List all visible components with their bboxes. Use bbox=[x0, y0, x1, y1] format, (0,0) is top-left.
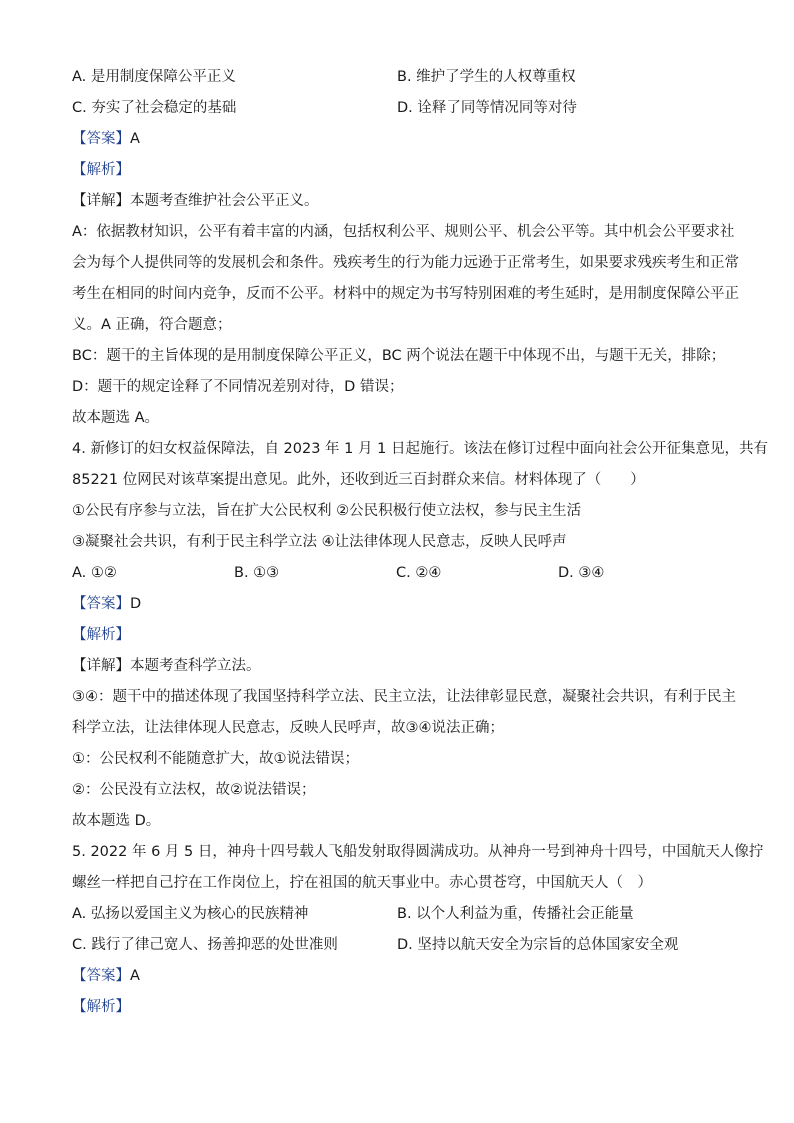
q5-answer bbox=[72, 961, 724, 992]
q4-statements-line-1: ①公民有序参与立法，旨在扩大公民权利 ②公民积极行使立法权，参与民主生活 bbox=[72, 503, 582, 519]
q3-para-a-line-1: A：依据教材知识，公平有着丰富的内涵，包括权利公平、规则公平、机会公平等。其中机会公平要求社 bbox=[72, 224, 735, 240]
answer-tag: 【答案】 bbox=[72, 131, 130, 147]
q3-para-d: D：题干的规定诠释了不同情况差别对待，D 错误； bbox=[72, 379, 404, 395]
q4-para-34-line-2: 科学立法，让法律体现人民意志，反映人民呼声，故③④说法正确； bbox=[72, 720, 504, 736]
q3-option-a: A. 是用制度保障公平正义 bbox=[72, 69, 236, 85]
q3-para-a-line-2: 会为每个人提供同等的发展机会和条件。残疾考生的行为能力远逊于正常考生，如果要求残疾考生和正常 bbox=[72, 255, 739, 271]
q4-option-c: C. ②④ bbox=[396, 565, 442, 581]
detail-tag: 【详解】 bbox=[72, 658, 130, 674]
q3-options-row-1 bbox=[72, 62, 724, 93]
analysis-tag: 【解析】 bbox=[72, 162, 130, 178]
answer-tag: 【答案】 bbox=[72, 596, 130, 612]
q4-stem-line-1: 4. 新修订的妇女权益保障法，自 2023 年 1 月 1 日起施行。该法在修订过程中面向社会公开征集意见，共有 bbox=[72, 441, 768, 457]
analysis-tag: 【解析】 bbox=[72, 627, 130, 643]
document-page bbox=[72, 62, 768, 1023]
detail-intro-text: 本题考查维护社会公平正义。 bbox=[130, 193, 319, 209]
q3-analysis-heading bbox=[72, 155, 724, 186]
q4-option-d: D. ③④ bbox=[558, 565, 605, 581]
q4-para-34-line-1: ③④：题干中的描述体现了我国坚持科学立法、民主立法，让法律彰显民意，凝聚社会共识，有利于民主 bbox=[72, 689, 736, 705]
answer-tag: 【答案】 bbox=[72, 968, 130, 984]
q5-option-c: C. 践行了律己宽人、扬善抑恶的处世准则 bbox=[72, 937, 338, 953]
q3-option-b: B. 维护了学生的人权尊重权 bbox=[397, 69, 576, 85]
q4-analysis-heading bbox=[72, 620, 724, 651]
q5-option-a: A. 弘扬以爱国主义为核心的民族精神 bbox=[72, 906, 309, 922]
q5-options-row-1 bbox=[72, 899, 724, 930]
detail-tag: 【详解】 bbox=[72, 193, 130, 209]
q3-option-d: D. 诠释了同等情况同等对待 bbox=[397, 100, 577, 116]
q3-para-a-line-4: 义。A 正确，符合题意； bbox=[72, 317, 232, 333]
q4-option-b: B. ①③ bbox=[234, 565, 280, 581]
q5-option-d: D. 坚持以航天安全为宗旨的总体国家安全观 bbox=[397, 937, 679, 953]
q4-stem-line-2: 85221 位网民对该草案提出意见。此外，还收到近三百封群众来信。材料体现了（ ） bbox=[72, 472, 645, 488]
q4-answer bbox=[72, 589, 724, 620]
q5-options-row-2 bbox=[72, 930, 724, 961]
q3-option-c: C. 夯实了社会稳定的基础 bbox=[72, 100, 237, 116]
q4-statements-line-2: ③凝聚社会共识，有利于民主科学立法 ④让法律体现人民意志，反映人民呼声 bbox=[72, 534, 567, 550]
q5-option-b: B. 以个人利益为重，传播社会正能量 bbox=[397, 906, 634, 922]
answer-value: D bbox=[130, 596, 142, 612]
q5-stem-line-2: 螺丝一样把自己拧在工作岗位上，拧在祖国的航天事业中。赤心贯苍穹，中国航天人（ ） bbox=[72, 875, 652, 891]
q3-detail-intro bbox=[72, 186, 724, 217]
q3-answer bbox=[72, 124, 724, 155]
q4-para-1: ①：公民权利不能随意扩大，故①说法错误； bbox=[72, 751, 359, 767]
detail-intro-text: 本题考查科学立法。 bbox=[130, 658, 261, 674]
q4-options-row bbox=[72, 558, 724, 589]
q4-conclusion: 故本题选 D。 bbox=[72, 813, 161, 829]
q4-para-2: ②：公民没有立法权，故②说法错误； bbox=[72, 782, 316, 798]
answer-value: A bbox=[130, 968, 140, 984]
q3-para-bc: BC：题干的主旨体现的是用制度保障公平正义，BC 两个说法在题干中体现不出，与题干无关，排除； bbox=[72, 348, 726, 364]
q5-analysis-heading bbox=[72, 992, 724, 1023]
analysis-tag: 【解析】 bbox=[72, 999, 130, 1015]
q5-stem-line-1: 5. 2022 年 6 月 5 日，神舟十四号载人飞船发射取得圆满成功。从神舟一号到神舟十四号，中国航天人像拧 bbox=[72, 844, 764, 860]
q3-options-row-2 bbox=[72, 93, 724, 124]
answer-value: A bbox=[130, 131, 140, 147]
q3-conclusion: 故本题选 A。 bbox=[72, 410, 160, 426]
q4-detail-intro bbox=[72, 651, 724, 682]
q3-para-a-line-3: 考生在相同的时间内竞争，反而不公平。材料中的规定为书写特别困难的考生延时，是用制度保障公平正 bbox=[72, 286, 739, 302]
q4-option-a: A. ①② bbox=[72, 565, 117, 581]
